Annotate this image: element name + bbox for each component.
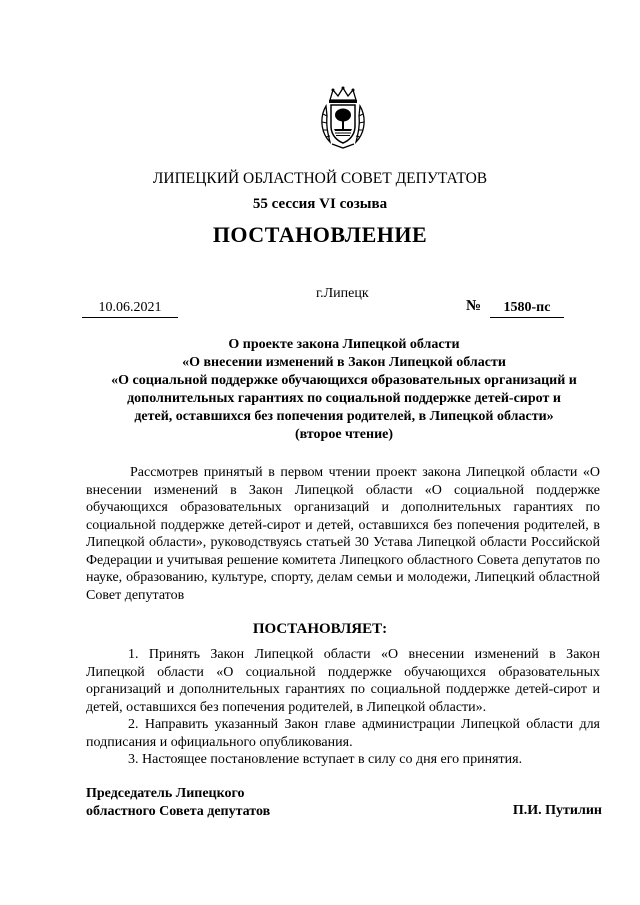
title-line: дополнительных гарантиях по социальной поддержке детей-сирот и (127, 391, 561, 406)
signatory-position-line: областного Совета депутатов (86, 804, 271, 819)
signatory-name: П.И. Путилин (512, 803, 602, 818)
decree-items (86, 646, 600, 769)
session-title: 55 сессия VI созыва (252, 196, 388, 212)
decree-item: 3. Настоящее постановление вступает в силу со дня его принятия. (128, 752, 523, 767)
title-line: «О внесении изменений в Закон Липецкой области (182, 355, 506, 370)
title-line: О проекте закона Липецкой области (228, 337, 460, 352)
resolution-title (84, 336, 604, 444)
signatory-position-line: Председатель Липецкого (86, 786, 245, 801)
council-name: ЛИПЕЦКИЙ ОБЛАСТНОЙ СОВЕТ ДЕПУТАТОВ (152, 170, 488, 187)
document-number: 1580-пс (490, 300, 564, 318)
title-line: детей, оставшихся без попечения родителей, в Липецкой области» (134, 409, 554, 424)
decree-heading: ПОСТАНОВЛЯЕТ: (252, 621, 388, 637)
title-line: «О социальной поддержке обучающихся образовательных организаций и (111, 373, 577, 388)
decree-item: 2. Направить указанный Закон главе администрации Липецкой области для подписания и официального опубликования. (86, 717, 600, 750)
decree-item: 1. Принять Закон Липецкой области «О внесении изменений в Закон Липецкой области «О социальной поддержке обучающихся образовательных организаций и дополнительных гарантиях по социальной поддержке детей-сирот и детей, оставшихся без попечения родителей, в Липецкой области». (86, 647, 600, 715)
title-line: (второе чтение) (294, 427, 394, 442)
city-name: г.Липецк (316, 286, 369, 301)
document-type-title: ПОСТАНОВЛЕНИЕ (212, 222, 428, 247)
document-date: 10.06.2021 (82, 300, 178, 318)
signatory-position (86, 785, 270, 821)
number-sign: № (466, 298, 482, 314)
coat-of-arms-icon (318, 86, 368, 150)
preamble-paragraph: Рассмотрев принятый в первом чтении проект закона Липецкой области «О внесении изменений в Закон Липецкой области «О социальной поддержке обучающихся образовательных организаций и дополнительных гарантиях по социальной поддержке детей-сирот и детей, оставшихся без попечения родителей, в Липецкой области», руководствуясь статьей 30 Устава Липецкой области Российской Федерации и учитывая решение комитета Липецкого областного Совета депутатов по науке, образованию, культуре, спорту, делам семьи и молодежи, Липецкий областной Совет депутатов (86, 465, 600, 603)
